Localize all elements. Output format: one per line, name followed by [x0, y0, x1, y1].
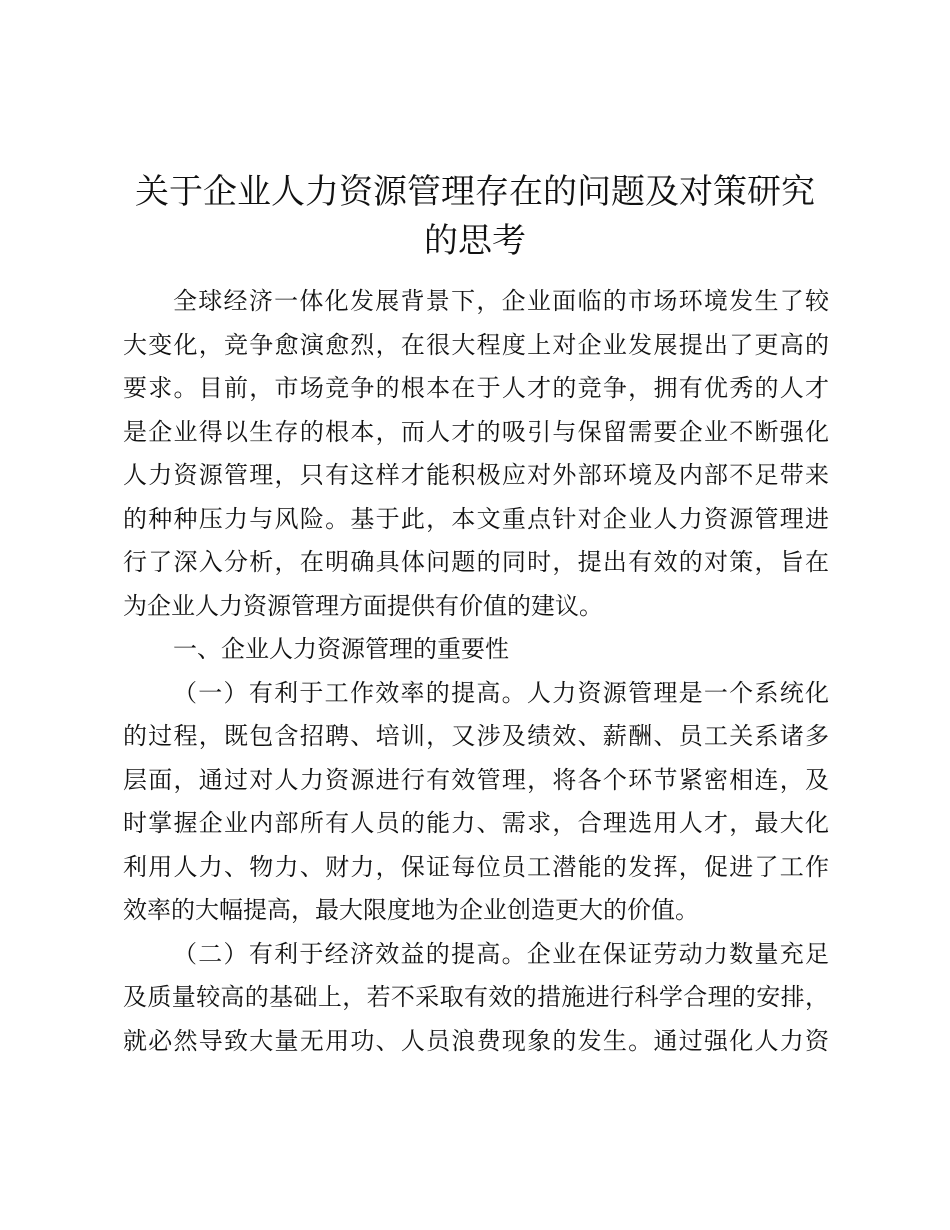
- body-line: 是企业得以生存的根本，而人才的吸引与保留需要企业不断强化: [123, 417, 829, 446]
- body-line: 行了深入分析，在明确具体问题的同时，提出有效的对策，旨在: [123, 548, 829, 576]
- body-line: 人力资源管理，只有这样才能积极应对外部环境及内部不足带来: [123, 461, 829, 489]
- body-line: 要求。目前，市场竞争的根本在于人才的竞争，拥有优秀的人才: [123, 374, 829, 402]
- body-line: 就必然导致大量无用功、人员浪费现象的发生。通过强化人力资: [123, 1026, 829, 1055]
- body-line: 大变化，竞争愈演愈烈，在很大程度上对企业发展提出了更高的: [123, 330, 829, 359]
- document-body: [123, 280, 829, 1063]
- body-line: （一）有利于工作效率的提高。人力资源管理是一个系统化: [173, 678, 829, 707]
- body-line: 效率的大幅提高，最大限度地为企业创造更大的价值。: [123, 896, 699, 924]
- body-line: 一、企业人力资源管理的重要性: [173, 635, 509, 663]
- body-line: 的种种压力与风险。基于此，本文重点针对企业人力资源管理进: [123, 504, 829, 533]
- body-line: 时掌握企业内部所有人员的能力、需求，合理选用人才，最大化: [123, 809, 829, 837]
- document-title: [80, 168, 870, 266]
- body-line: 层面，通过对人力资源进行有效管理，将各个环节紧密相连，及: [123, 765, 829, 794]
- body-line: （二）有利于经济效益的提高。企业在保证劳动力数量充足: [173, 939, 829, 968]
- body-line: 利用人力、物力、财力，保证每位员工潜能的发挥，促进了工作: [123, 852, 829, 881]
- body-line: 全球经济一体化发展背景下，企业面临的市场环境发生了较: [173, 287, 829, 315]
- title-line: 关于企业人力资源管理存在的问题及对策研究: [135, 172, 815, 212]
- body-line: 的过程，既包含招聘、培训，又涉及绩效、薪酬、员工关系诸多: [123, 722, 829, 750]
- body-line: 及质量较高的基础上，若不采取有效的措施进行科学合理的安排，: [123, 983, 829, 1011]
- body-line: 为企业人力资源管理方面提供有价值的建议。: [123, 591, 603, 620]
- title-line: 的思考: [424, 221, 526, 261]
